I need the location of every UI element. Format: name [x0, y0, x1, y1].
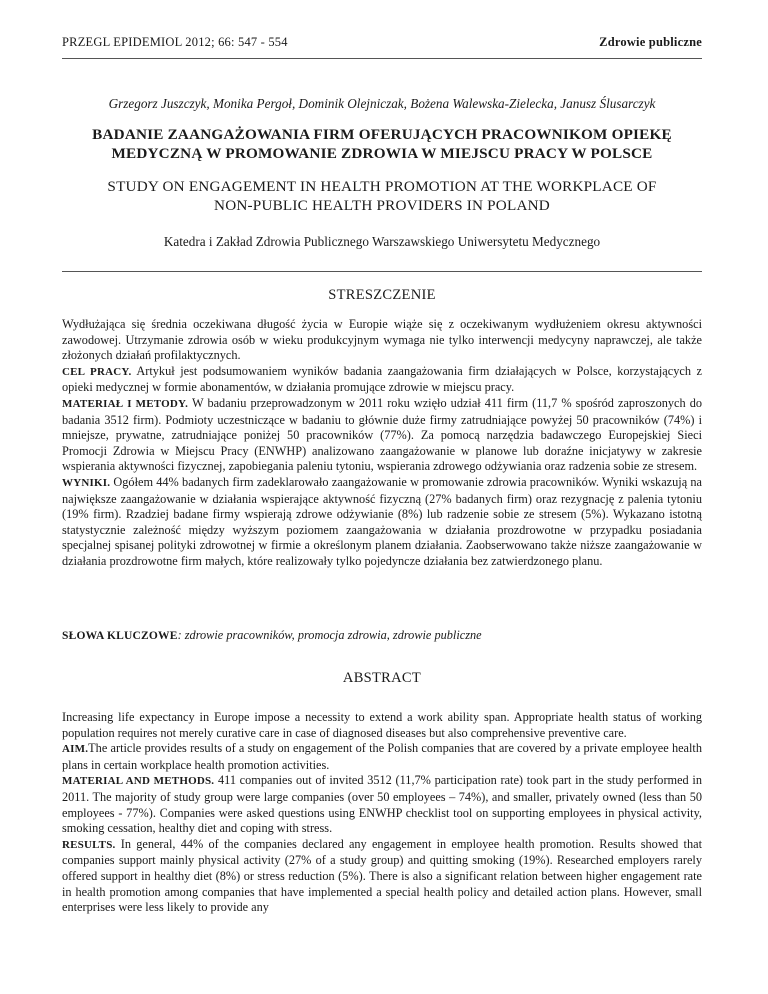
affiliation: Katedra i Zakład Zdrowia Publicznego Warszawskiego Uniwersytetu Medycznego: [163, 234, 601, 249]
abstract-aim: [62, 741, 702, 773]
abstract-methods-text: 411 companies out of invited 3512 (11,7% participation rate) took part in the study performed in 2011. The majority of study group were large companies (over 50 employees – 74%), and smaller, privately owned (less than 50 employees - 77%). Companies were asked questions using ENWHP checklist tool on supporting employees in physical activity, smoking cessation, healthy diet and coping with stress.: [62, 773, 702, 836]
abstract-aim-text: The article provides results of a study on engagement of the Polish companies that are covered by a private employee health plans in certain workplace health promotion activities.: [62, 741, 702, 772]
aim-label: CEL PRACY.: [62, 365, 132, 378]
abstract-body: [62, 710, 702, 916]
title-english: [62, 177, 702, 215]
abstract-heading: ABSTRACT: [342, 670, 422, 686]
section-name: Zdrowie publiczne: [599, 35, 702, 49]
title-polish-line: MEDYCZNĄ W PROMOWANIE ZDROWIA W MIEJSCU PRACY W POLSCE: [111, 145, 653, 162]
header-rule: [62, 58, 702, 59]
keywords-text: : zdrowie pracowników, promocja zdrowia, zdrowie publiczne: [177, 628, 482, 642]
author-list: Grzegorz Juszczyk, Monika Pergoł, Dominik Olejniczak, Bożena Walewska-Zielecka, Janusz Ślusarczyk: [108, 96, 656, 111]
keywords-label: SŁOWA KLUCZOWE: [62, 630, 178, 642]
abstract-methods-label: MATERIAL AND METHODS.: [62, 775, 215, 788]
title-english-line: NON-PUBLIC HEALTH PROVIDERS IN POLAND: [214, 197, 550, 214]
streszczenie-aim: [62, 364, 702, 396]
streszczenie-results: [62, 475, 702, 570]
section-rule: [62, 271, 702, 272]
results-label: WYNIKI.: [62, 476, 111, 489]
abstract-intro: Increasing life expectancy in Europe impose a necessity to extend a work ability span. Appropriate health status of working population requires not merely curative care in case of diagnosed diseases but also comprehensive preventive care.: [62, 710, 702, 740]
title-english-line: STUDY ON ENGAGEMENT IN HEALTH PROMOTION AT THE WORKPLACE OF: [107, 178, 657, 195]
methods-text: W badaniu przeprowadzonym w 2011 roku wzięło udział 411 firm (11,7 % spośród zaproszonych do badania 3512 firm). Podmioty uczestniczące w badaniu to głównie duże firmy zatrudniające powyżej 50 pracowników (74%) i mniejsze, prywatne, zatrudniające poniżej 50 pracowników (77%). Za pomocą narzędzia badawczego Europejskiej Sieci Promocji Zdrowia w Miejscu Pracy (ENWHP) analizowano zaangażowanie w planowe lub doraźne inicjatywy w zakresie wspierania aktywności fizycznej, zapobiegania paleniu tytoniu, wspierania zdrowego odżywiania oraz radzenia sobie ze stresem.: [62, 395, 702, 474]
methods-label: MATERIAŁ I METODY.: [62, 397, 189, 410]
abstract-aim-label: AIM.: [62, 743, 89, 756]
keywords: [62, 628, 702, 643]
title-polish-line: BADANIE ZAANGAŻOWANIA FIRM OFERUJĄCYCH PRACOWNIKOM OPIEKĘ: [92, 126, 672, 143]
abstract-results-text: In general, 44% of the companies declared any engagement in employee health promotion. Results showed that companies support mainly physical activity (27% of a study group) and quitting smoking (19%). Researched employers rarely offered support in healthy diet (8%) or stress reduction (5%). There is also a significant relation between higher engagement rate in health promotion among companies that have implemented a special health policy and detailed action plans. However, small enterprises were less likely to provide any: [62, 836, 702, 915]
streszczenie-intro: Wydłużająca się średnia oczekiwana długość życia w Europie wiąże się z oczekiwanym wydłużeniem okresu aktywności zawodowej. Utrzymanie zdrowia osób w wieku produkcyjnym wymaga nie tylko interwencji medycyny naprawczej, ale także złożonych działań profilaktycznych.: [62, 317, 702, 363]
title-polish: [62, 125, 702, 163]
streszczenie-body: [62, 317, 702, 570]
abstract-results-label: RESULTS.: [62, 838, 116, 851]
journal-citation: PRZEGL EPIDEMIOL 2012; 66: 547 - 554: [62, 35, 288, 49]
abstract-methods: [62, 773, 702, 836]
aim-text: Artykuł jest podsumowaniem wyników badania zaangażowania firm działających w Polsce, korzystających z opieki medycznej w formie abonamentów, w działania promujące zdrowie w miejscu pracy.: [62, 363, 702, 395]
streszczenie-heading: STRESZCZENIE: [328, 287, 436, 303]
abstract-results: [62, 837, 702, 916]
streszczenie-methods: [62, 396, 702, 475]
results-text: Ogółem 44% badanych firm zadeklarowało zaangażowanie w promowanie zdrowia pracowników. Wyniki wskazują na największe zaangażowanie w działania wspierające aktywność fizyczną (27% badanych firm) oraz rezygnację z palenia tytoniu (19% firm). Rzadziej badane firmy wspierają zdrowe odżywianie (8%) lub radzenie sobie ze stresem (5%). Wykazano istotną statystycznie zależność między wyższym poziomem zaangażowania w działania prozdrowotne w przypadku posiadania specjalnej spisanej polityki zdrowotnej w firmie a określonym planem działania. Zaobserwowano także niższe zaangażowanie w działania prozdrowotne firm małych, które realizowały tylko pojedyncze działania bez zatwierdzonego planu.: [62, 474, 702, 568]
